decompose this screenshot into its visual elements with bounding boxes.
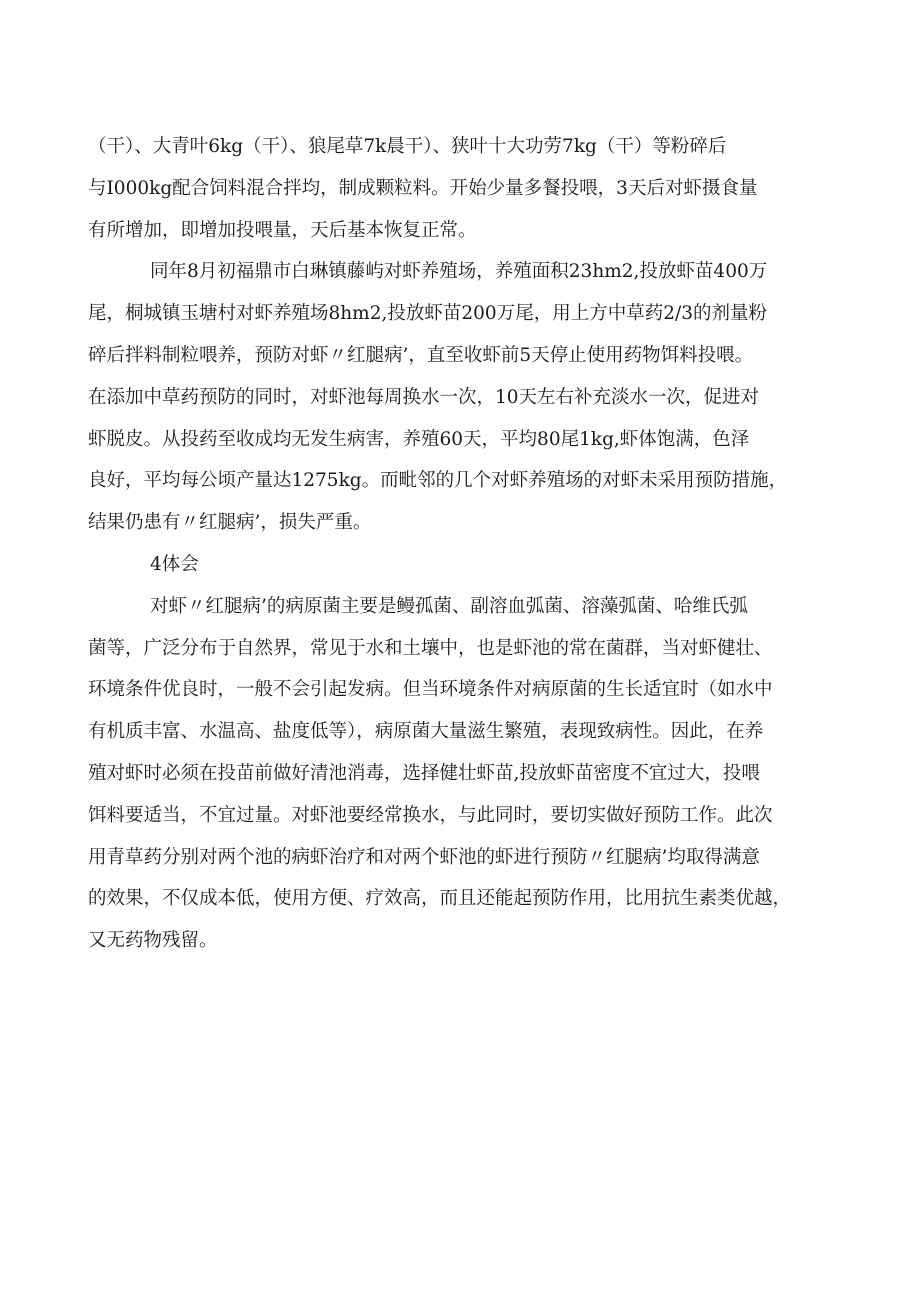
document-body bbox=[88, 126, 836, 962]
text-line: 菌等，广泛分布于自然界，常见于水和土壤中，也是虾池的常在菌群，当对虾健壮、 bbox=[88, 637, 773, 659]
text-line: 殖对虾时必须在投苗前做好清池消毒，选择健壮虾苗,投放虾苗密度不宜过大，投喂 bbox=[88, 762, 760, 784]
text-line: 良好，平均每公顷产量达1275kg。而毗邻的几个对虾养殖场的对虾未采用预防措施， bbox=[88, 470, 788, 492]
text-line: 又无药物残留。 bbox=[88, 930, 218, 952]
text-line: 与I000kg配合饲料混合拌均，制成颗粒料。开始少量多餐投喂，3天后对虾摄食量 bbox=[88, 177, 758, 199]
text-line: 虾脱皮。从投药至收成均无发生病害，养殖60天，平均80尾1kg,虾体饱满，色泽 bbox=[88, 428, 750, 450]
text-line: 在添加中草药预防的同时，对虾池每周换水一次，10天左右补充淡水一次，促进对 bbox=[88, 386, 760, 408]
text-line: （干）、大青叶6kg（干）、狼尾草7k晨干）、狭叶十大功劳7kg（干）等粉碎后 bbox=[88, 136, 727, 157]
text-line: 同年8月初福鼎市白琳镇藤屿对虾养殖场，养殖面积23hm2,投放虾苗400万 bbox=[150, 261, 768, 283]
section-heading: 4体会 bbox=[150, 553, 199, 575]
text-line: 结果仍患有〃红腿病’，损失严重。 bbox=[88, 512, 372, 534]
text-line: 对虾〃红腿病’的病原菌主要是鳗孤菌、副溶血弧菌、溶藻弧菌、哈维氏弧 bbox=[150, 595, 748, 617]
text-line: 有机质丰富、水温高、盐度低等），病原菌大量滋生繁殖，表现致病性。因此，在养 bbox=[88, 721, 764, 743]
text-line: 环境条件优良时，一般不会引起发病。但当环境条件对病原菌的生长适宜时（如水中 bbox=[88, 679, 773, 701]
text-line: 碎后拌料制粒喂养，预防对虾〃红腿病’，直至收虾前5天停止使用药物饵料投喂。 bbox=[88, 344, 754, 366]
text-line: 用青草药分别对两个池的病虾治疗和对两个虾池的虾进行预防〃红腿病’均取得满意 bbox=[88, 846, 760, 868]
text-line: 的效果，不仅成本低，使用方便、疗效高，而且还能起预防作用，比用抗生素类优越， bbox=[88, 888, 792, 910]
text-line: 有所增加，即增加投喂量，天后基本恢复正常。 bbox=[88, 219, 477, 241]
text-line: 尾，桐城镇玉塘村对虾养殖场8hm2,投放虾苗200万尾，用上方中草药2/3的剂量粉 bbox=[88, 303, 767, 325]
text-line: 饵料要适当，不宜过量。对虾池要经常换水，与此同时，要切实做好预防工作。此次 bbox=[88, 804, 773, 826]
